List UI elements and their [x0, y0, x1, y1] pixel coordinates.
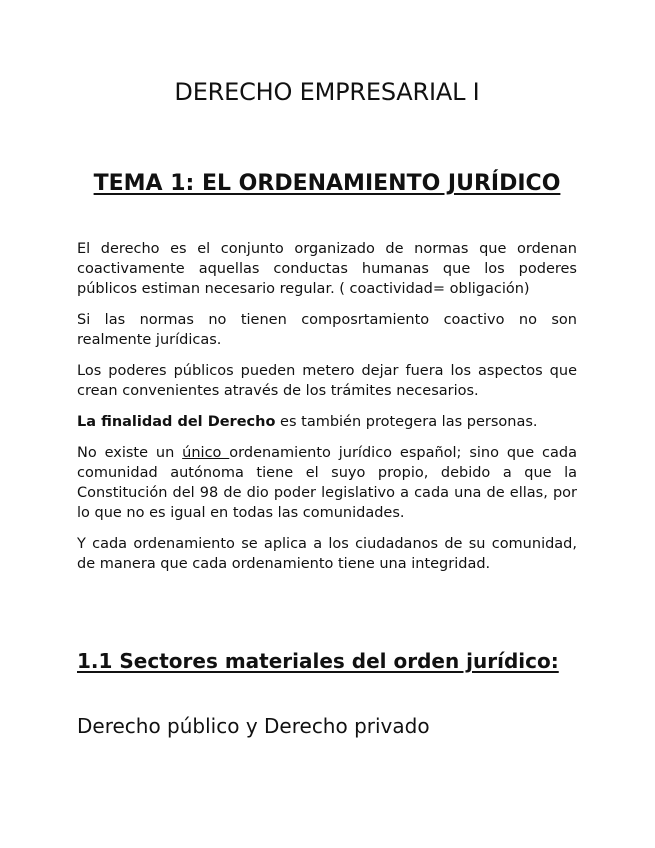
purpose-bold-phrase: La finalidad del Derecho: [77, 414, 276, 430]
paragraph-application: Y cada ordenamiento se aplica a los ciudadanos de su comunidad, de manera que cada ordenamiento tiene una integridad.: [77, 536, 577, 572]
communities-start: No existe un: [77, 445, 183, 461]
subheading: Derecho público y Derecho privado: [77, 714, 430, 738]
course-title: DERECHO EMPRESARIAL I: [174, 78, 480, 106]
communities-rest: ordenamiento jurídico español; sino que cada comunidad autónoma tiene el suyo propio, debido a que la Constitución del 98 de dio poder legislativo a cada una de ellas, por lo que no es igual en todas las comunidades.: [77, 445, 577, 521]
purpose-rest: es también protegera las personas.: [275, 414, 538, 430]
paragraph-public-powers: Los poderes públicos pueden metero dejar fuera los aspectos que crean convenientes através de los trámites necesarios.: [77, 363, 577, 399]
section-heading: 1.1 Sectores materiales del orden jurídico:: [77, 649, 559, 673]
paragraph-definition: El derecho es el conjunto organizado de normas que ordenan coactivamente aquellas conductas humanas que los poderes públicos estiman necesario regular. ( coactividad= obligación): [77, 241, 577, 297]
underlined-word: único: [182, 445, 230, 461]
paragraph-autonomous-communities: [77, 443, 577, 523]
body-text: [77, 239, 577, 585]
paragraph-coercion: Si las normas no tienen composrtamiento coactivo no son realmente jurídicas.: [77, 312, 577, 348]
paragraph-purpose: [77, 412, 577, 432]
topic-title: TEMA 1: EL ORDENAMIENTO JURÍDICO: [93, 171, 561, 196]
